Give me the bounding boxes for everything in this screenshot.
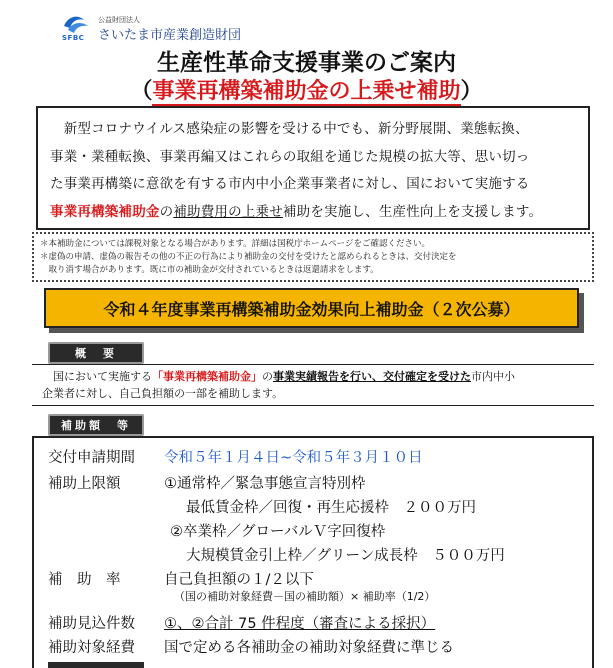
cap-option-1-detail: 最低賃金枠／回復・再生応援枠 ２００万円	[186, 500, 476, 516]
notes-box	[32, 232, 594, 282]
period-label: 交付申請期間	[48, 450, 135, 466]
org-logo	[62, 12, 362, 42]
count-value: ①、②合計 75 件程度（審査による採択）	[164, 616, 436, 632]
org-type-label: 公益財団法人	[98, 16, 140, 24]
rate-label: 補 助 率	[48, 572, 121, 588]
period-value: 令和５年１月４日~令和５年３月１０日	[164, 450, 423, 466]
note-line: ＊虚偽の申請、虚偽の報告その他の不正の行為により補助金の交付を受けたと認められるときは、交付決定を	[40, 252, 457, 262]
page-title: 生産性革命支援事業のご案内	[157, 50, 456, 76]
amount-tag: 補助額 等	[48, 414, 144, 436]
overview-box: 国において実施する「事業再構築補助金」の事業実績報告を行い、交付確定を受けた市内中小 企業者に対し、自己負担額の一部を補助します。	[32, 364, 594, 406]
cost-value: 国で定める各補助金の補助対象経費に準じる	[164, 640, 454, 656]
note-line: ＊本補助金については課税対象となる場合があります。詳細は国税庁ホームページをご確認ください。	[40, 239, 430, 249]
intro-highlight: 事業再構築補助金	[50, 203, 160, 220]
rate-value: 自己負担額の１/２以下	[164, 572, 314, 588]
subsidy-name-banner: 令和４年度事業再構築補助金効果向上補助金（２次公募）	[44, 288, 579, 328]
subtitle-highlight: 事業再構築補助金の上乗せ補助	[152, 79, 461, 104]
cap-label: 補助上限額	[48, 476, 121, 492]
org-name: さいたま市産業創造財団	[98, 28, 242, 43]
note-line: 取り消す場合があります。既に市の補助金が交付されているときは返還請求をします。	[40, 265, 379, 275]
rate-note: （国の補助対象経費－国の補助額）× 補助率（1/2）	[174, 590, 436, 603]
intro-line: 新型コロナウイルス感染症の影響を受ける中でも、新分野展開、業態転換、	[63, 121, 529, 137]
cost-label: 補助対象経費	[48, 640, 135, 656]
cap-option-1: ①通常枠／緊急事態宣言特別枠	[164, 476, 366, 492]
cap-option-2: ②卒業枠／グローバルＶ字回復枠	[170, 524, 386, 540]
intro-line: 事業・業種転換、事業再編又はこれらの取組を通じた規模の拡大等、思い切っ	[50, 148, 530, 165]
logo-abbrev: SFBC	[62, 34, 85, 42]
intro-box	[36, 106, 590, 230]
cap-option-2-detail: 大規模賃金引上枠／グリーン成長枠 ５００万円	[186, 548, 505, 564]
details-box	[32, 436, 594, 668]
count-label: 補助見込件数	[48, 616, 135, 632]
intro-line: た事業再構築に意欲を有する市内中小企業事業者に対し、国において実施する	[50, 176, 530, 192]
intro-line: 事業再構築補助金の補助費用の上乗せ補助を実施し、生産性向上を支援します。	[50, 203, 543, 220]
page-subtitle: （事業再構築補助金の上乗せ補助）	[130, 79, 483, 104]
next-section-tag	[48, 662, 144, 668]
overview-tag: 概 要	[48, 342, 144, 364]
